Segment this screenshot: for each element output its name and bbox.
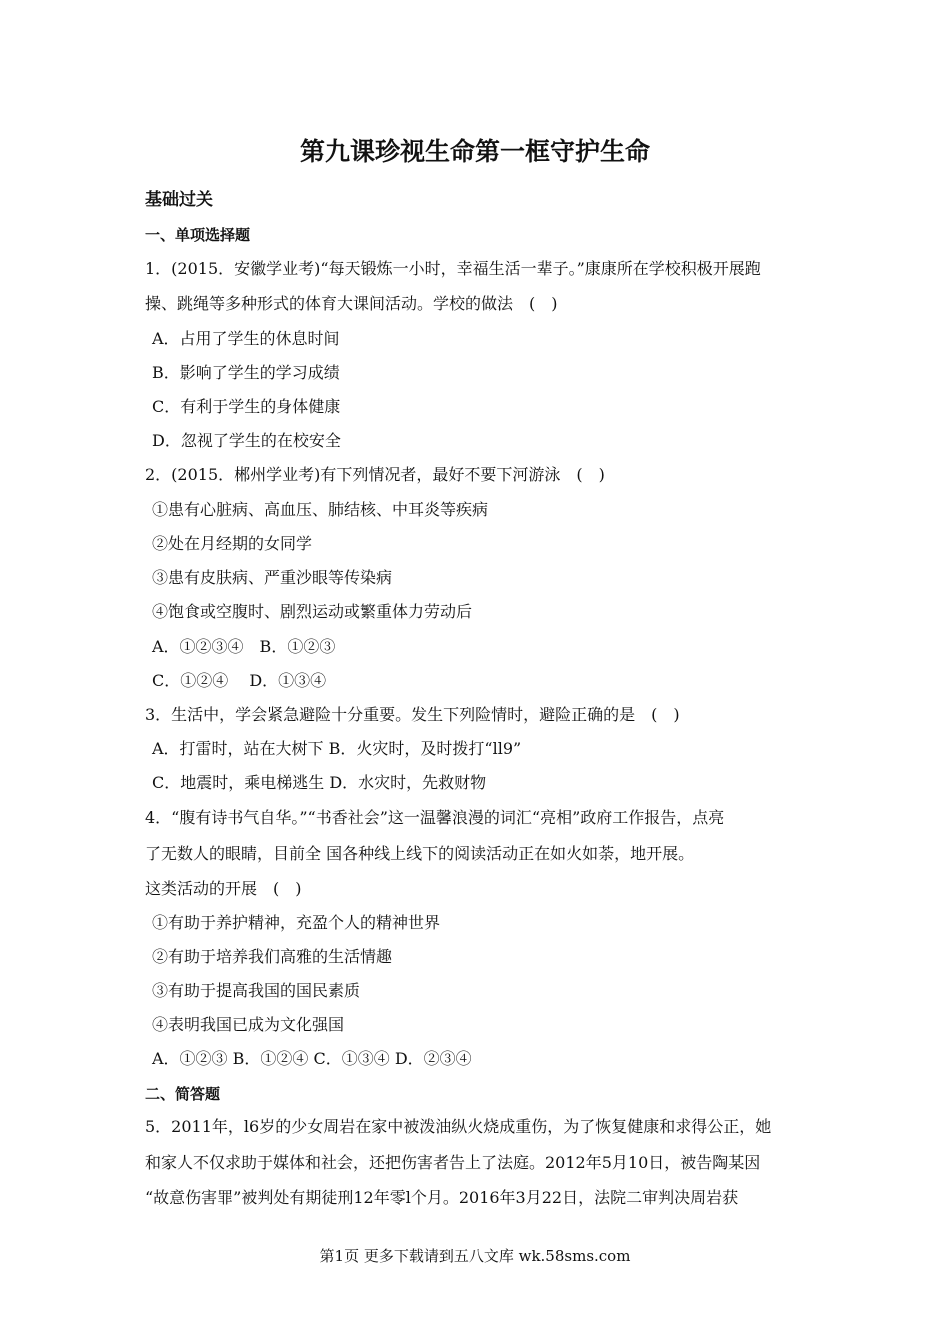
question-2-item-1: ①患有心脏病、高血压、肺结核、中耳炎等疾病 xyxy=(152,500,489,519)
question-2-options-row-1: A．①②③④ B．①②③ xyxy=(152,637,336,656)
question-4-item-4: ④表明我国已成为文化强国 xyxy=(152,1015,345,1034)
question-4-line-3: 这类活动的开展 ( ) xyxy=(145,879,302,898)
question-1-option-a: A．占用了学生的休息时间 xyxy=(152,329,340,348)
question-5-line-1: 5．2011年，l6岁的少女周岩在家中被泼油纵火烧成重伤，为了恢复健康和求得公正，她 xyxy=(145,1117,772,1136)
question-4-item-2: ②有助于培养我们高雅的生活情趣 xyxy=(152,947,393,966)
question-5-line-2: 和家人不仅求助于媒体和社会，还把伤害者告上了法庭。2012年5月10日，被告陶某因 xyxy=(145,1153,761,1172)
question-4-line-1: 4．“腹有诗书气自华。”“书香社会”这一温馨浪漫的词汇“亮相”政府工作报告，点亮 xyxy=(145,808,725,827)
question-4-item-1: ①有助于养护精神，充盈个人的精神世界 xyxy=(152,913,441,932)
question-1-option-d: D．忽视了学生的在校安全 xyxy=(152,431,341,450)
question-2-stem: 2．(2015．郴州学业考)有下列情况者，最好不要下河游泳 ( ) xyxy=(145,465,605,484)
question-2-options-row-2: C．①②④ D．①③④ xyxy=(152,671,327,690)
question-5-line-3: “故意伤害罪”被判处有期徒刑12年零l个月。2016年3月22日，法院二审判决周岩获 xyxy=(145,1188,739,1207)
part-heading-single-choice: 一、单项选择题 xyxy=(145,226,251,244)
question-1-option-c: C．有利于学生的身体健康 xyxy=(152,397,341,416)
page-footer: 第1页 更多下载请到五八文库 wk.58sms.com xyxy=(319,1247,631,1265)
part-heading-short-answer: 二、简答题 xyxy=(145,1085,221,1103)
page-title: 第九课珍视生命第一框守护生命 xyxy=(299,137,650,166)
section-heading-basic: 基础过关 xyxy=(145,190,213,210)
question-1-line-2: 操、跳绳等多种形式的体育大课间活动。学校的做法 ( ) xyxy=(145,294,558,313)
question-1-line-1: 1．(2015．安徽学业考)“每天锻炼一小时，幸福生活一辈子。”康康所在学校积极开展跑 xyxy=(145,259,761,278)
question-3-stem: 3．生活中，学会紧急避险十分重要。发生下列险情时，避险正确的是 ( ) xyxy=(145,705,680,724)
question-2-item-2: ②处在月经期的女同学 xyxy=(152,534,313,553)
question-3-options-row-1: A．打雷时，站在大树下 B．火灾时，及时拨打“ll9” xyxy=(152,739,522,758)
question-1-option-b: B．影响了学生的学习成绩 xyxy=(152,363,340,382)
question-3-options-row-2: C．地震时，乘电梯逃生 D．水灾时，先救财物 xyxy=(152,773,487,792)
question-4-line-2: 了无数人的眼睛，目前全 国各种线上线下的阅读活动正在如火如荼，地开展。 xyxy=(145,844,695,863)
question-2-item-3: ③患有皮肤病、严重沙眼等传染病 xyxy=(152,568,393,587)
question-4-item-3: ③有助于提高我国的国民素质 xyxy=(152,981,361,1000)
question-2-item-4: ④饱食或空腹时、剧烈运动或繁重体力劳动后 xyxy=(152,602,473,621)
question-4-options: A．①②③ B．①②④ C．①③④ D．②③④ xyxy=(152,1049,472,1068)
